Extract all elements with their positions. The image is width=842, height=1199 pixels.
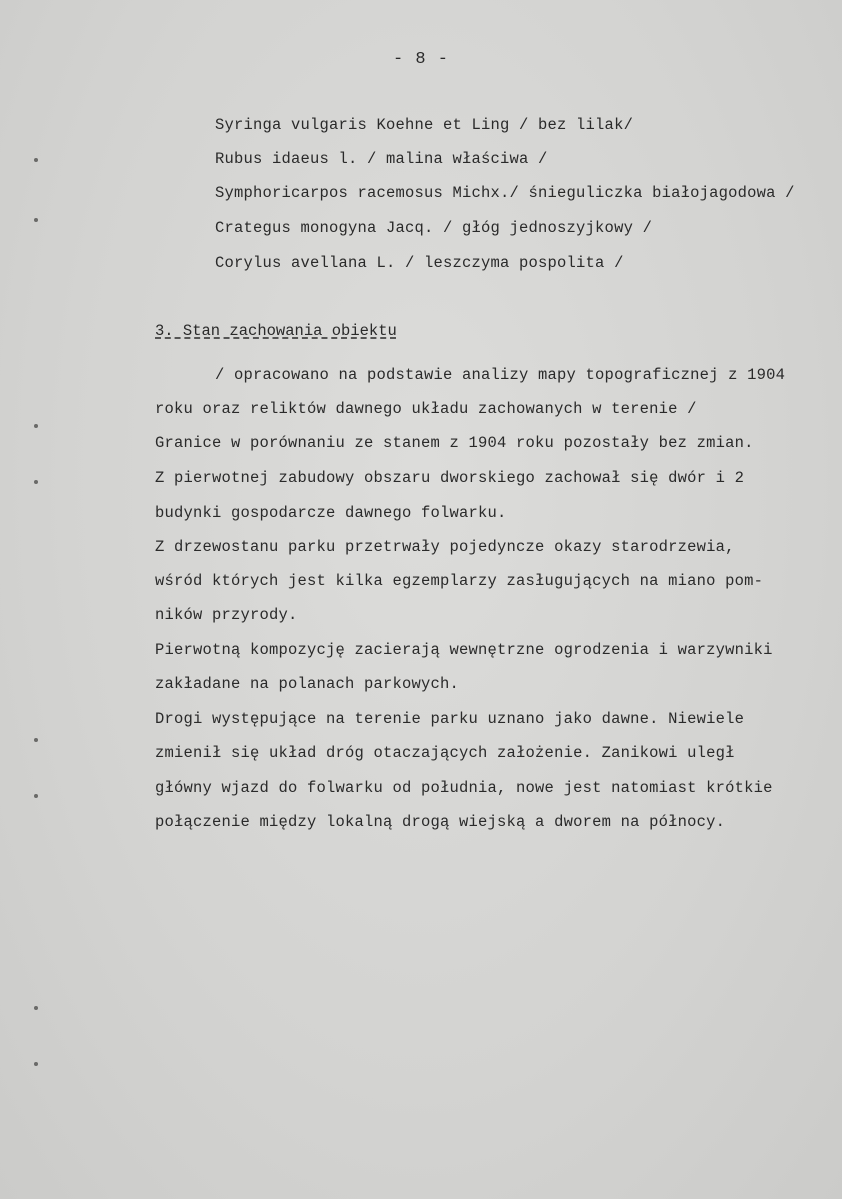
punch-hole-mark — [34, 1062, 38, 1066]
body-line: zakładane na polanach parkowych. — [155, 675, 460, 693]
punch-hole-mark — [34, 794, 38, 798]
body-line: wśród których jest kilka egzemplarzy zasługujących na miano pom- — [155, 572, 764, 590]
body-line: budynki gospodarcze dawnego folwarku. — [155, 504, 507, 522]
species-line: Corylus avellana L. / leszczyma pospolita / — [215, 254, 624, 272]
species-line: Rubus idaeus l. / malina właściwa / — [215, 150, 548, 168]
body-line: Z drzewostanu parku przetrwały pojedyncze okazy starodrzewia, — [155, 538, 735, 556]
body-line: Pierwotną kompozycję zacierają wewnętrzne ogrodzenia i warzywniki — [155, 641, 773, 659]
body-line: Granice w porównaniu ze stanem z 1904 roku pozostały bez zmian. — [155, 434, 754, 452]
punch-hole-mark — [34, 218, 38, 222]
punch-hole-mark — [34, 738, 38, 742]
body-line: roku oraz reliktów dawnego układu zachowanych w terenie / — [155, 400, 697, 418]
punch-hole-mark — [34, 424, 38, 428]
page-number: - 8 - — [392, 50, 449, 69]
species-line: Crategus monogyna Jacq. / głóg jednoszyjkowy / — [215, 219, 653, 237]
body-line: Drogi występujące na terenie parku uznano jako dawne. Niewiele — [155, 710, 745, 728]
body-line: zmienił się układ dróg otaczających założenie. Zanikowi uległ — [155, 744, 735, 762]
section-heading: 3. Stan zachowania obiektu — [155, 322, 397, 340]
body-line: Z pierwotnej zabudowy obszaru dworskiego zachował się dwór i 2 — [155, 469, 745, 487]
species-line: Syringa vulgaris Koehne et Ling / bez lilak/ — [215, 116, 634, 134]
body-line: połączenie między lokalną drogą wiejską a dworem na północy. — [155, 813, 726, 831]
body-line: główny wjazd do folwarku od południa, nowe jest natomiast krótkie — [155, 779, 773, 797]
punch-hole-mark — [34, 158, 38, 162]
body-line: ników przyrody. — [155, 606, 298, 624]
punch-hole-mark — [34, 1006, 38, 1010]
species-line: Symphoricarpos racemosus Michx./ śnieguliczka białojagodowa / — [215, 184, 795, 202]
punch-hole-mark — [34, 480, 38, 484]
body-line: / opracowano na podstawie analizy mapy topograficznej z 1904 — [215, 366, 786, 384]
